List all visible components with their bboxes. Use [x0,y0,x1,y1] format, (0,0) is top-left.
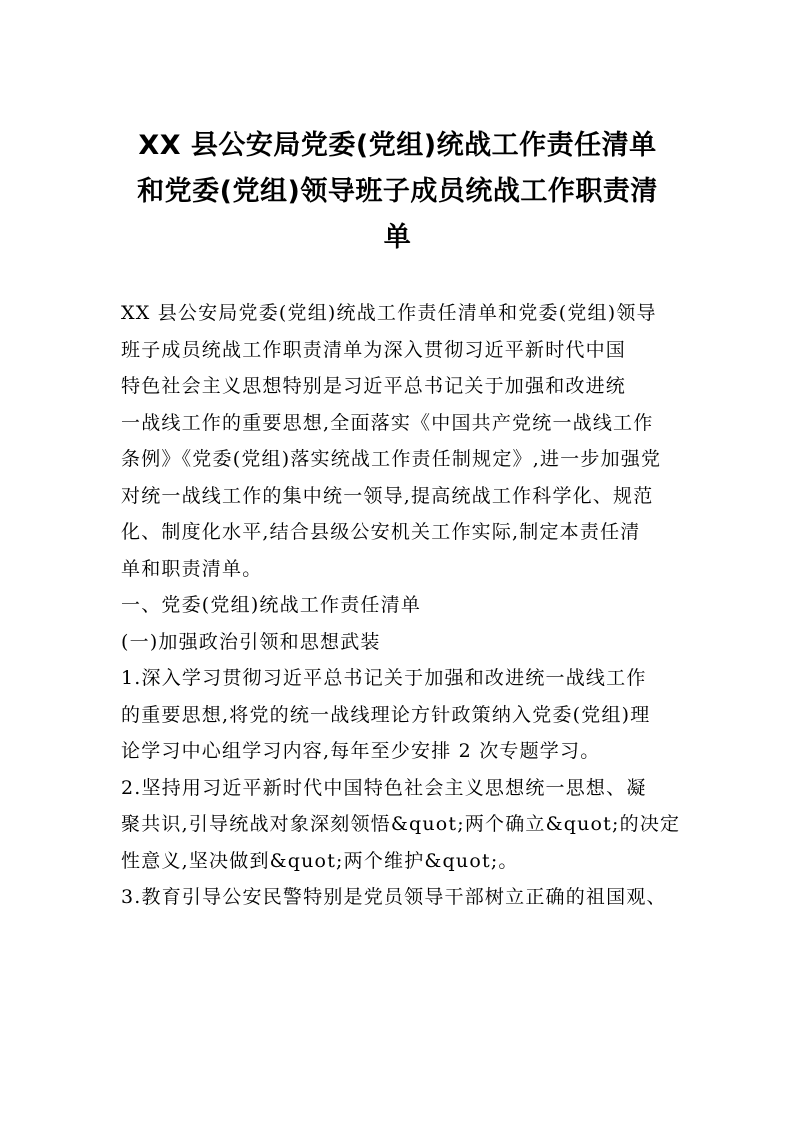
intro-paragraph-line: 班子成员统战工作职责清单为深入贯彻习近平新时代中国 [121,338,627,361]
intro-paragraph-line: 单和职责清单。 [121,557,263,580]
list-item-line: 3.教育引导公安民警特别是党员领导干部树立正确的祖国观、 [121,886,667,908]
intro-paragraph-line: 对统一战线工作的集中统一领导,提高统战工作科学化、规范 [121,484,654,507]
intro-paragraph-line: 特色社会主义思想特别是习近平总书记关于加强和改进统 [121,375,627,397]
section-heading: 一、党委(党组)统战工作责任清单 [121,594,422,616]
list-item-line: 性意义,坚决做到&quot;两个维护&quot;。 [121,849,519,872]
intro-paragraph-line: 条例》《党委(党组)落实统战工作责任制规定》,进一步加强党 [121,448,662,470]
title-line: XX 县公安局党委(党组)统战工作责任清单 [138,130,657,161]
intro-paragraph-line: 化、制度化水平,结合县级公安机关工作实际,制定本责任清 [121,521,641,543]
document-title [110,123,685,261]
document-body [121,295,681,916]
intro-paragraph-line: XX 县公安局党委(党组)统战工作责任清单和党委(党组)领导 [121,302,657,324]
list-item-line: 聚共识,引导统战对象深刻领悟&quot;两个确立&quot;的决定 [121,813,681,835]
title-line: 和党委(党组)领导班子成员统战工作职责清 [137,176,658,207]
intro-paragraph-line: 一战线工作的重要思想,全面落实《中国共产党统一战线工作 [121,411,654,434]
subsection-heading: (一)加强政治引领和思想武装 [121,630,381,653]
list-item-line: 1.深入学习贯彻习近平总书记关于加强和改进统一战线工作 [121,667,647,689]
title-line: 单 [383,222,412,253]
list-item-line: 的重要思想,将党的统一战线理论方针政策纳入党委(党组)理 [121,703,651,726]
list-item-line: 2.坚持用习近平新时代中国特色社会主义思想统一思想、凝 [121,776,647,799]
list-item-line: 论学习中心组学习内容,每年至少安排 2 次专题学习。 [121,740,601,762]
